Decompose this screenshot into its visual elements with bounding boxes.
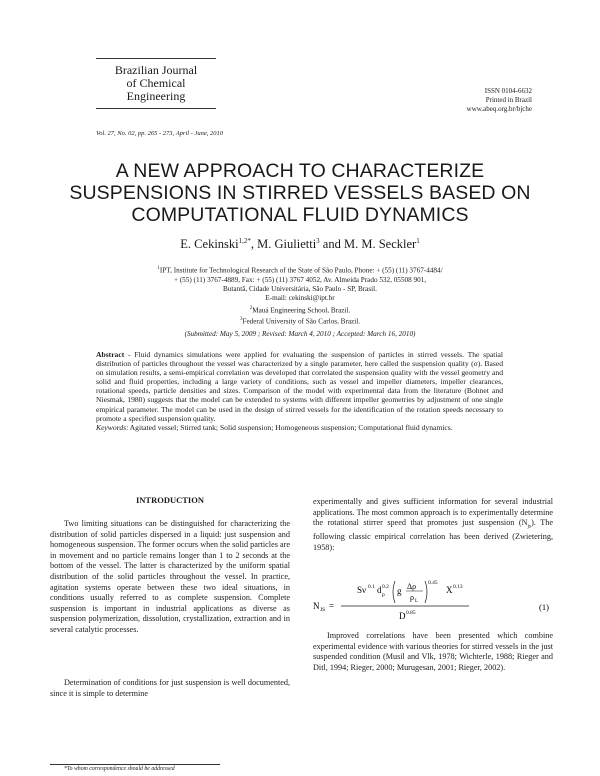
title-line: SUSPENSIONS IN STIRRED VESSELS BASED ON	[69, 182, 531, 204]
eq-lhs: N	[313, 601, 320, 611]
journal-name-line: Brazilian Journal	[114, 63, 198, 77]
title-line: COMPUTATIONAL FLUID DYNAMICS	[131, 204, 469, 226]
eq-dp-sub: p	[382, 592, 385, 598]
affiliation-line	[120, 304, 480, 316]
affiliation-line	[120, 264, 480, 276]
author-name: M. M. Seckler	[343, 237, 417, 252]
title-line: A NEW APPROACH TO CHARACTERIZE	[115, 160, 485, 182]
submission-dates: (Submitted: May 5, 2009 ; Revised: March 4, 2010 ; Accepted: March 16, 2010)	[184, 330, 416, 338]
section-heading-introduction: INTRODUCTION	[135, 495, 204, 505]
keywords-label: Keywords	[96, 422, 127, 432]
intro-paragraph-3	[313, 497, 553, 554]
affiliation-line	[120, 315, 480, 327]
masthead-top-rule	[96, 58, 216, 59]
masthead-bottom-rule	[96, 108, 216, 109]
affil-mark: 2	[249, 305, 253, 311]
affil-mark: 1	[157, 266, 160, 271]
abstract	[96, 350, 503, 432]
eq-number: (1)	[539, 602, 549, 612]
printed-in: Printed in Brazil	[485, 96, 532, 104]
equation-1	[313, 579, 553, 619]
affil-text: Mauá Engineering School, Brazil.	[252, 305, 351, 314]
author-name: E. Cekinski	[180, 237, 239, 252]
footnote-rule	[50, 764, 220, 765]
affiliation-line: + (55) (11) 3767-4889, Fax: + (55) (11) 3767 4052, Av. Almeida Prado 532, 05508 901,	[173, 275, 427, 284]
eq-delta-rho: Δρ	[407, 582, 417, 591]
affiliations	[120, 264, 480, 327]
volume-info: Vol. 27, No. 02, pp. 265 - 273, April - June, 2010	[96, 130, 223, 137]
paragraph-text: experimentally and gives sufficient information for several industrial applications. The most common approach is to experimentally determine the rotational stirrer speed that promotes just suspension (N	[313, 497, 553, 528]
author-affil-mark: 1	[416, 237, 420, 245]
eq-dp: d	[377, 585, 382, 595]
intro-paragraph-4: Improved correlations have been presented which combine experimental evidence with various theories for stirred vessels in the just suspended condition (Musil and Vlk, 1978; Wichterle, 1988; Rieger and Ditl, 1994; Rieger, 2000; Murugesan, 2001; Rieger, 2002).	[313, 631, 553, 672]
paragraph-text: ). The following classic empirical correlation has been derived (Zwietering, 1958):	[313, 518, 553, 553]
affil-text: IPT, Institute for Technological Research of the State of São Paulo, Phone: + (55) (11) 3767-4484/	[159, 266, 443, 275]
eq-g: g	[397, 586, 402, 596]
author-separator: ,	[250, 237, 258, 252]
author-affil-mark: 3	[316, 237, 320, 245]
eq-x-exp: 0.13	[453, 584, 463, 590]
journal-name-line: Engineering	[126, 89, 186, 103]
author-separator: and	[319, 237, 344, 252]
eq-rho-l-sub: L	[415, 599, 419, 604]
subscript: js	[527, 523, 532, 530]
eq-x: X	[446, 585, 453, 595]
affil-text: Federal University of São Carlos, Brazil.	[242, 317, 361, 326]
keywords-text: : Agitated vessel; Stirred tank; Solid suspension; Homogeneous suspension; Computational fluid dynamics.	[126, 422, 453, 432]
eq-lhs-sub: JS	[320, 607, 326, 613]
journal-masthead	[96, 58, 216, 109]
journal-name	[96, 64, 216, 103]
author-name: M. Giulietti	[257, 237, 317, 252]
eq-dp-exp: 0.2	[382, 584, 389, 590]
paper-title	[40, 160, 560, 226]
eq-left-paren	[393, 581, 395, 603]
authors	[0, 237, 600, 252]
intro-paragraph-1: Two limiting situations can be distinguished for characterizing the distribution of solid particles dispersed in a liquid: just suspension and homogeneous suspension. The former occurs when the solid particles are in movement and no particle remains longer than 1 to 2 seconds at the bottom of the vessel. The latter is characterized by the uniform spatial distribution of the solid particles throughout the vessel. In practice, agitation systems operate between these two ideal situations, in conditions usually referred to as complete suspension. Complete suspension is important in industrial applications as diverse as suspension polymerization, dissolution, crystallization, extraction and in several catalytic processes.	[50, 519, 290, 634]
equation-graphic	[313, 579, 553, 627]
eq-den-exp: 0.85	[406, 610, 416, 616]
eq-denominator: D	[399, 611, 406, 621]
intro-paragraph-2: Determination of conditions for just suspension is well documented, since it is simple to determine	[50, 678, 290, 698]
affiliation-line: Butantã, Cidade Universitária, São Paulo - SP, Brasil.	[223, 284, 377, 293]
journal-website[interactable]: www.abeq.org.br/bjche	[466, 105, 532, 113]
abstract-text: - Fluid dynamics simulations were applied for evaluating the suspension of particles in stirred vessels. The spatial distribution of particles throughout the vessel was characterized by a single parameter, here called the suspension quality (σ). Based on simulation results, a semi-empirical correlation was developed that correlated the suspension quality with the vessel geometry and solid and fluid properties, including a large variety of conditions, such as vessel and impeller diameters, impeller clearances, rotational speeds, particle densities and sizes. Comparison of the model with experimental data from the literature (Bohnet and Niesmak, 1980) suggests that the model can be extended to systems with different impeller geometries by adjustment of one single empirical parameter. The model can be used in the design of stirred vessels for the identification of the rotation speeds necessary to promote a specified suspension quality.	[96, 350, 503, 423]
eq-equals: =	[329, 601, 335, 611]
footnote: *To whom correspondence should be addressed	[64, 766, 175, 772]
journal-name-line: of Chemical	[126, 76, 186, 90]
eq-sv-exp: 0.1	[368, 584, 375, 590]
eq-right-paren	[425, 581, 427, 603]
issn: ISSN 0104-6632	[484, 87, 532, 95]
eq-rho-l: ρ	[410, 593, 414, 602]
eq-sv: Sν	[357, 585, 367, 595]
author-affil-mark: 1,2*	[238, 237, 251, 245]
eq-paren-exp: 0.45	[428, 580, 438, 586]
journal-meta	[467, 87, 532, 114]
email[interactable]: E-mail: cekinski@ipt.br	[265, 294, 335, 303]
abstract-label: Abstract	[96, 350, 125, 359]
affil-mark: 3	[239, 317, 243, 323]
